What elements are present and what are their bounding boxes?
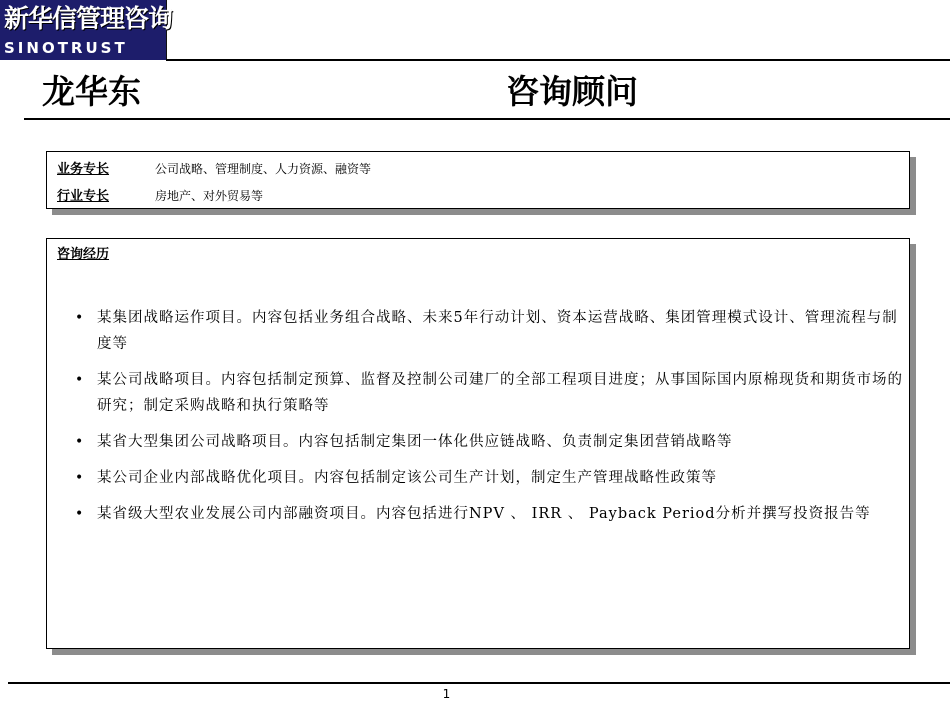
bullet-icon: • bbox=[75, 434, 85, 450]
experience-list bbox=[75, 305, 905, 537]
bullet-icon: • bbox=[75, 506, 85, 522]
experience-item-text: 某省大型集团公司战略项目。内容包括制定集团一体化供应链战略、负责制定集团营销战略等 bbox=[97, 434, 733, 450]
logo-chinese-text: 新华信管理咨询 bbox=[4, 4, 173, 33]
experience-item-text: 某公司企业内部战略优化项目。内容包括制定该公司生产计划，制定生产管理战略性政策等 bbox=[97, 470, 717, 486]
company-logo bbox=[0, 0, 173, 60]
consultant-name: 龙华东 bbox=[42, 72, 141, 111]
experience-heading: 咨询经历 bbox=[57, 247, 110, 262]
page-number: 1 bbox=[442, 687, 451, 701]
industry-specialty-row bbox=[57, 185, 263, 205]
experience-item bbox=[75, 305, 905, 357]
industry-specialty-label: 行业专长 bbox=[57, 189, 110, 204]
experience-panel bbox=[46, 238, 910, 649]
experience-item-text: 某公司战略项目。内容包括制定预算、监督及控制公司建厂的全部工程项目进度；从事国际国内原棉现货和期货市场的研究；制定采购战略和执行策略等 bbox=[97, 372, 903, 414]
experience-item bbox=[75, 429, 905, 455]
experience-item bbox=[75, 367, 905, 419]
experience-item bbox=[75, 501, 905, 527]
experience-item-text: 某集团战略运作项目。内容包括业务组合战略、未来5年行动计划、资本运营战略、集团管理模式设计、管理流程与制度等 bbox=[97, 310, 898, 352]
specialties-panel bbox=[46, 151, 910, 209]
business-specialty-row bbox=[57, 158, 371, 178]
industry-specialty-value: 房地产、对外贸易等 bbox=[155, 189, 264, 203]
consultant-role: 咨询顾问 bbox=[506, 72, 638, 111]
bullet-icon: • bbox=[75, 310, 85, 326]
logo-english-text: SINOTRUST bbox=[4, 39, 128, 57]
bullet-icon: • bbox=[75, 372, 85, 388]
experience-item-text: 某省级大型农业发展公司内部融资项目。内容包括进行NPV 、 IRR 、 Payback Period分析并撰写投资报告等 bbox=[97, 506, 871, 522]
bullet-icon: • bbox=[75, 470, 85, 486]
footer-divider bbox=[8, 682, 950, 684]
business-specialty-label: 业务专长 bbox=[57, 162, 110, 177]
header-divider bbox=[166, 59, 950, 61]
title-divider bbox=[24, 118, 950, 120]
business-specialty-value: 公司战略、管理制度、人力资源、融资等 bbox=[155, 162, 372, 176]
experience-item bbox=[75, 465, 905, 491]
